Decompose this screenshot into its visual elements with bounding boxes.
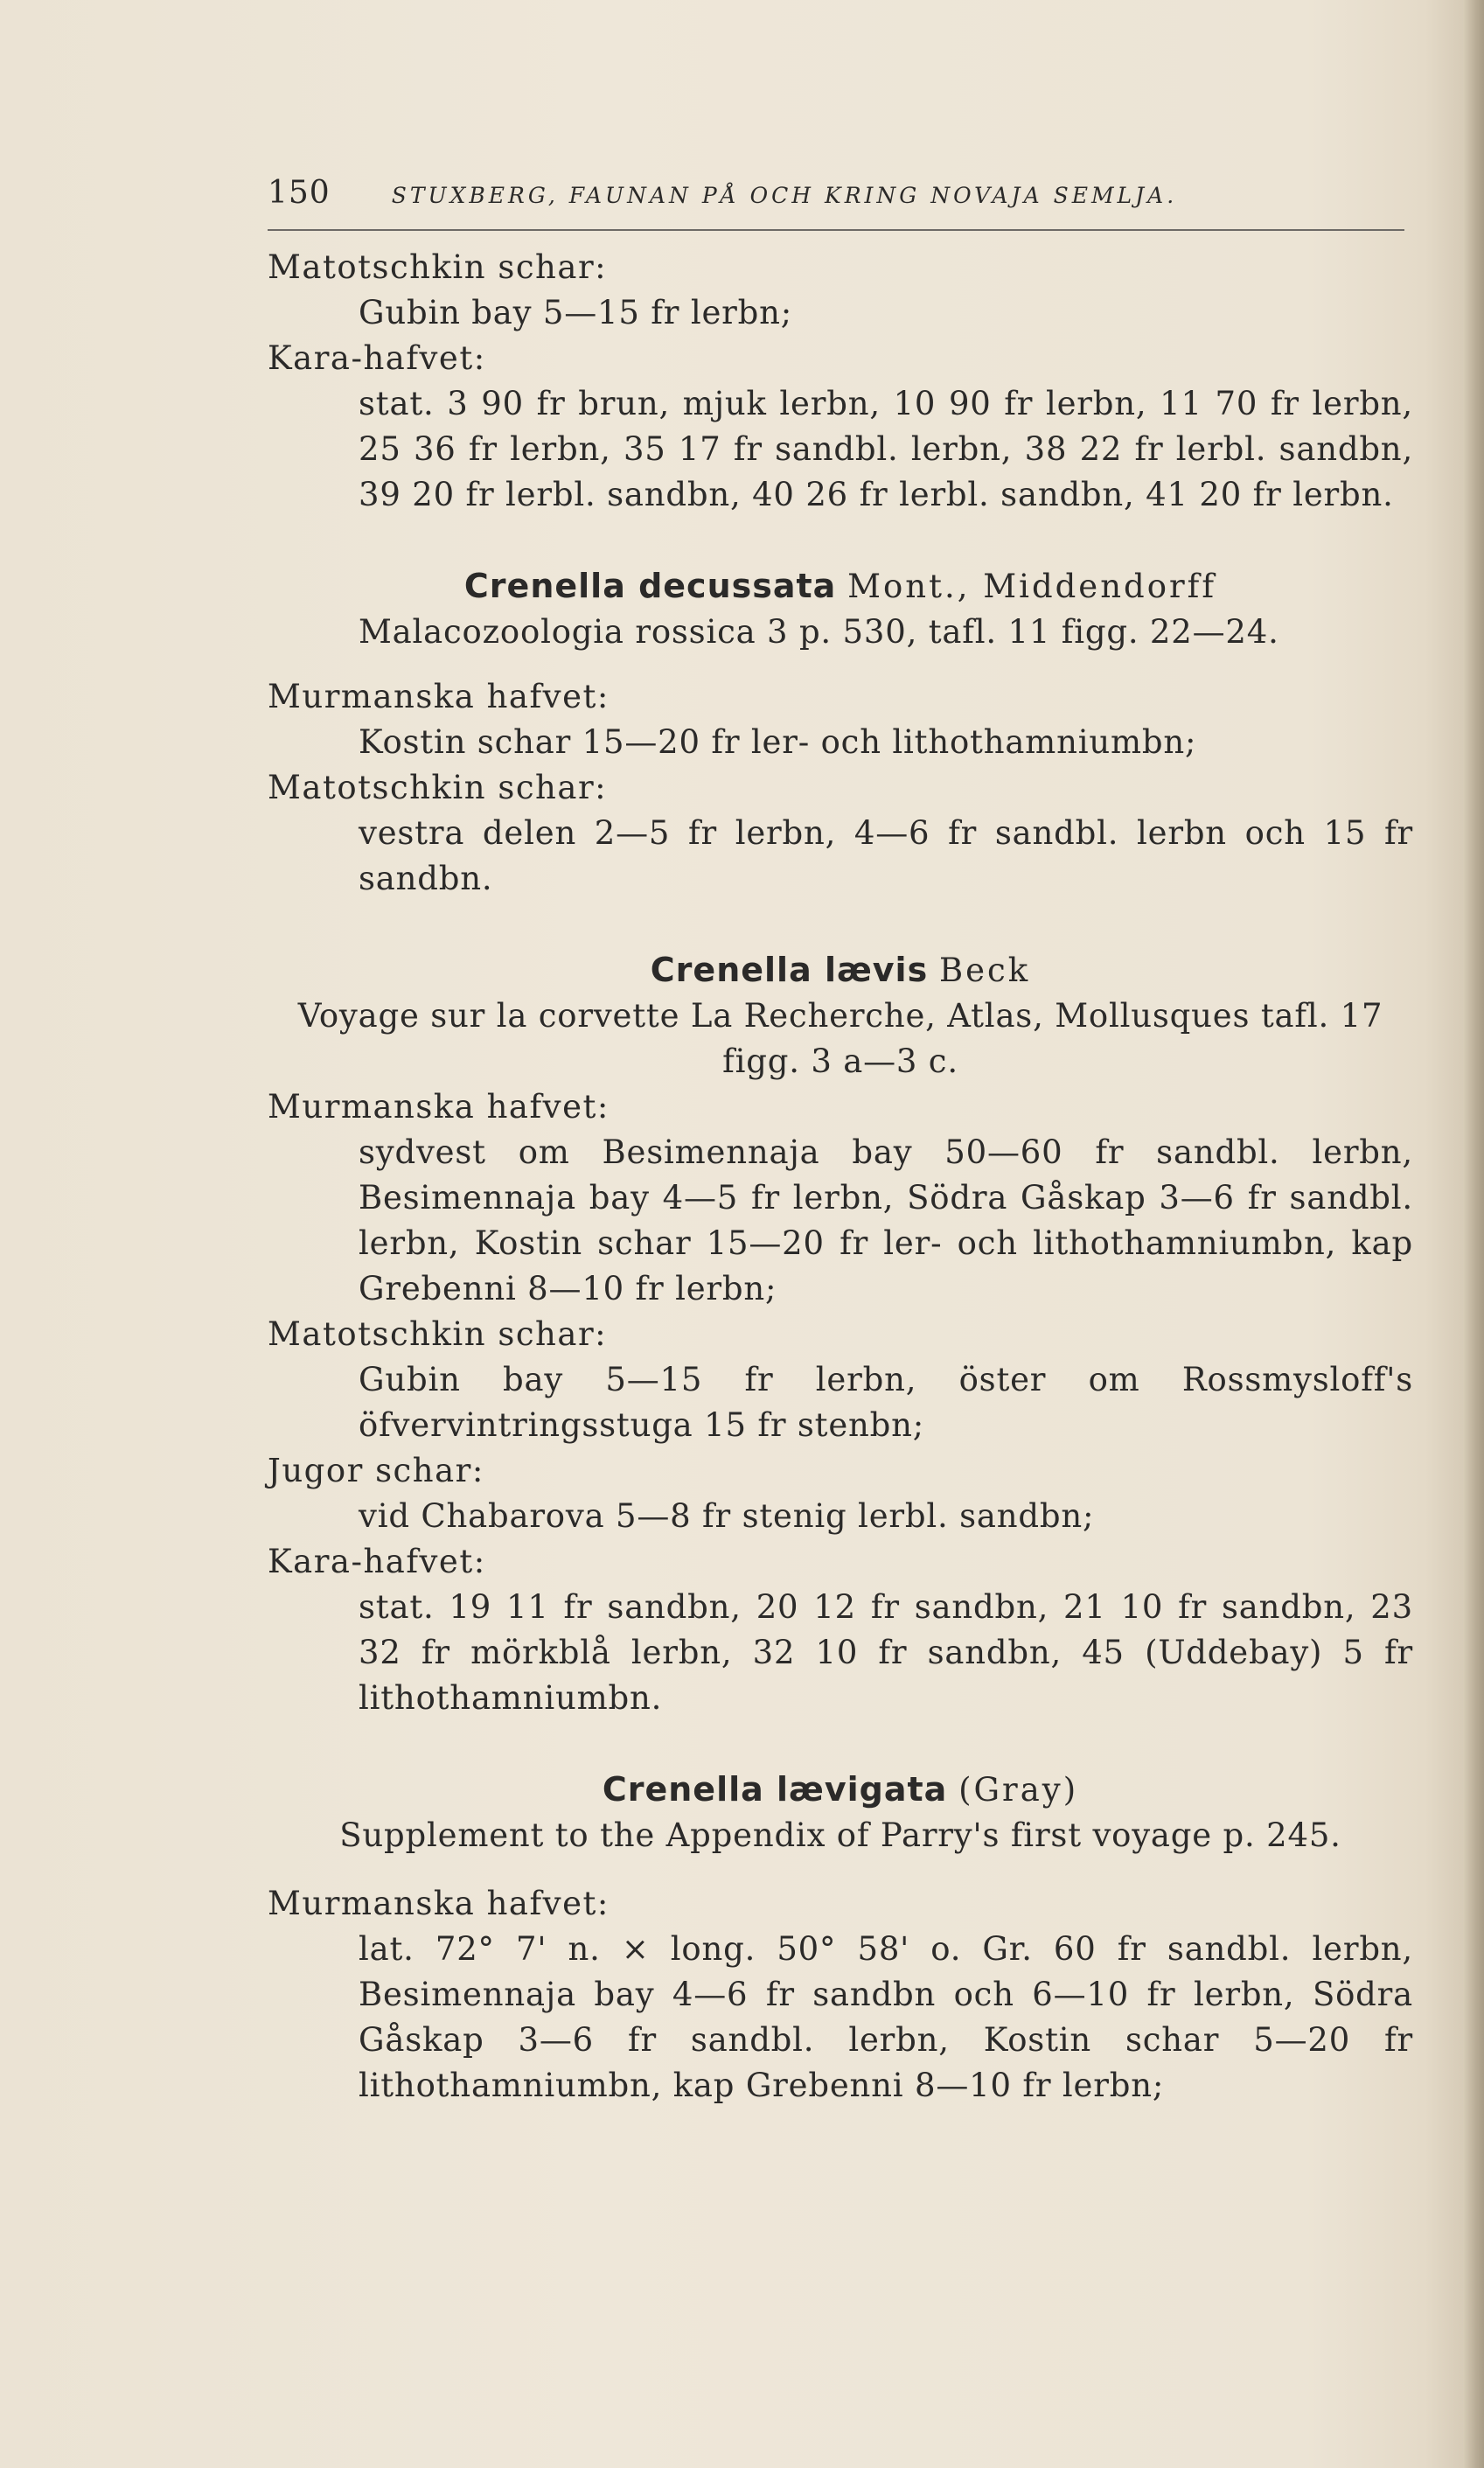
species-name: Crenella decussata: [463, 567, 837, 605]
section-gap: [268, 655, 1413, 674]
region-label: Matotschkin schar:: [268, 1315, 608, 1353]
page-edge: [1463, 0, 1484, 2468]
section-gap: [268, 902, 1413, 947]
species-author: Beck: [938, 952, 1031, 989]
entries: [268, 245, 1413, 2109]
species-reference: Voyage sur la corvette La Recherche, Atlas, Mollusques tafl. 17 figg. 3 a—3 c.: [297, 997, 1383, 1080]
region-label: Murmanska hafvet:: [268, 678, 610, 715]
locality-text: sydvest om Besimennaja bay 50—60 fr sandbl. lerbn, Besimennaja bay 4—5 fr lerbn, Södra Gåskap 3—6 fr sandbl. lerbn, Kostin schar 15—20 fr ler- och lithothamniumbn, kap Grebenni 8—10 fr lerbn;: [359, 1133, 1413, 1307]
region-label: Kara-hafvet:: [268, 339, 486, 377]
page-header: [268, 175, 1413, 212]
region-label: Matotschkin schar:: [268, 248, 608, 286]
species-author: Mont., Middendorff: [847, 568, 1217, 605]
locality-text: Gubin bay 5—15 fr lerbn;: [359, 294, 793, 331]
page-number: 150: [268, 175, 331, 211]
locality-text: Kostin schar 15—20 fr ler- och lithothamniumbn;: [359, 723, 1197, 761]
page-content: [268, 175, 1413, 2109]
species-heading: [268, 947, 1413, 993]
section-gap: [268, 518, 1413, 563]
species-reference: Supplement to the Appendix of Parry's first voyage p. 245.: [339, 1816, 1341, 1854]
species-author: (Gray): [958, 1771, 1079, 1809]
locality-text: vestra delen 2—5 fr lerbn, 4—6 fr sandbl. lerbn och 15 fr sandbn.: [359, 814, 1413, 897]
species-reference: Malacozoologia rossica 3 p. 530, tafl. 11 figg. 22—24.: [359, 613, 1279, 651]
species-heading: [268, 1767, 1413, 1813]
running-title: STUXBERG, FAUNAN PÅ OCH KRING NOVAJA SEMLJA.: [391, 183, 1178, 208]
species-heading: [268, 563, 1413, 610]
locality-text: stat. 3 90 fr brun, mjuk lerbn, 10 90 fr lerbn, 11 70 fr lerbn, 25 36 fr lerbn, 35 17 fr sandbl. lerbn, 38 22 fr lerbl. sandbn, 39 20 fr lerbl. sandbn, 40 26 fr lerbl. sandbn, 41 20 fr lerbn.: [359, 385, 1413, 513]
region-label: Murmanska hafvet:: [268, 1885, 610, 1922]
region-label: Jugor schar:: [268, 1452, 484, 1489]
region-label: Kara-hafvet:: [268, 1543, 486, 1580]
locality-text: stat. 19 11 fr sandbn, 20 12 fr sandbn, 21 10 fr sandbn, 23 32 fr mörkblå lerbn, 32 10 fr sandbn, 45 (Uddebay) 5 fr lithothamniumbn.: [359, 1588, 1413, 1717]
region-label: Matotschkin schar:: [268, 769, 608, 806]
region-label: Murmanska hafvet:: [268, 1088, 610, 1126]
species-name: Crenella lævigata: [602, 1770, 948, 1809]
header-rule: [268, 229, 1404, 231]
species-name: Crenella lævis: [650, 951, 929, 989]
section-gap: [268, 1721, 1413, 1767]
locality-text: vid Chabarova 5—8 fr stenig lerbl. sandbn;: [359, 1497, 1095, 1535]
locality-text: lat. 72° 7' n. × long. 50° 58' o. Gr. 60 fr sandbl. lerbn, Besimennaja bay 4—6 fr sandbn och 6—10 fr lerbn, Södra Gåskap 3—6 fr sandbl. lerbn, Kostin schar 5—20 fr lithothamniumbn, kap Grebenni 8—10 fr lerbn;: [359, 1930, 1413, 2104]
locality-text: Gubin bay 5—15 fr lerbn, öster om Rossmysloff's öfvervintringsstuga 15 fr stenbn;: [359, 1361, 1413, 1444]
section-gap: [268, 1858, 1413, 1881]
